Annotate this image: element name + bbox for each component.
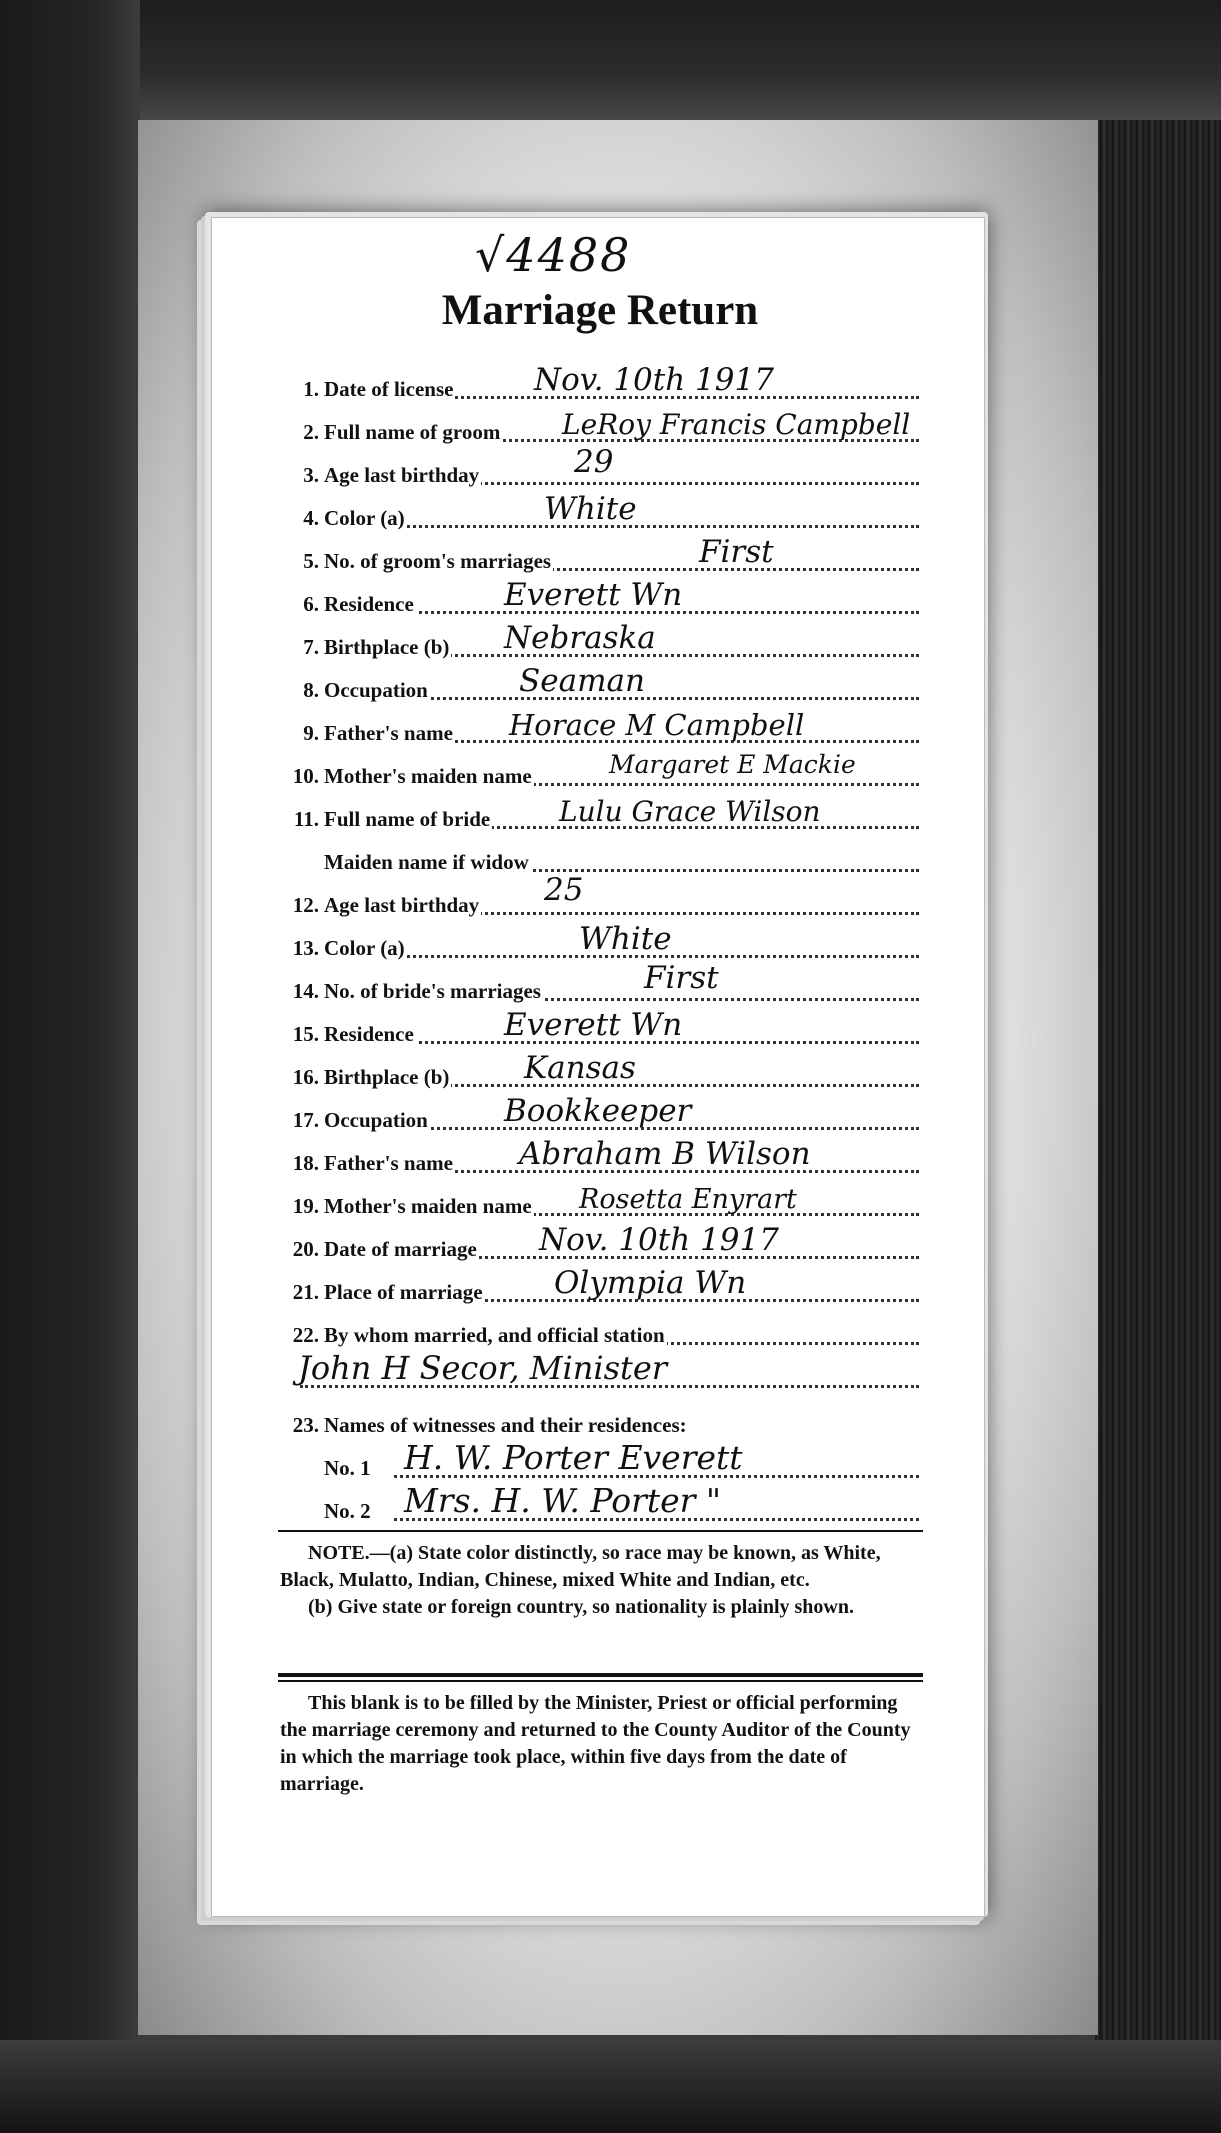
field-row xyxy=(292,1093,919,1133)
field-row xyxy=(292,1136,919,1176)
witness-label: No. 2 xyxy=(324,1499,371,1523)
field-label: Mother's maiden name xyxy=(324,764,532,788)
field-number: 10. xyxy=(292,764,319,788)
field-label: Date of license xyxy=(324,377,454,401)
field-value: First xyxy=(644,960,719,996)
field-row xyxy=(294,841,919,875)
instructions-block xyxy=(280,1690,925,1798)
field-label: Color (a) xyxy=(324,506,405,530)
field-row xyxy=(294,534,919,574)
field-number: 1. xyxy=(303,377,319,401)
field-value: Nebraska xyxy=(504,620,656,656)
scan-background-left xyxy=(0,0,140,2133)
field-row xyxy=(294,491,919,531)
field-number: 20. xyxy=(292,1237,319,1261)
witness-value: H. W. Porter Everett xyxy=(404,1438,743,1477)
field-number: 11. xyxy=(293,807,319,831)
field-row xyxy=(294,1314,919,1348)
witness-label: No. 1 xyxy=(324,1456,371,1480)
officiant-value: John H Secor, Minister xyxy=(298,1349,668,1387)
note-block xyxy=(280,1540,925,1621)
field-label: Age last birthday xyxy=(324,463,480,487)
field-label: No. of bride's marriages xyxy=(324,979,541,1003)
field-label: Place of marriage xyxy=(324,1280,483,1304)
field-number: 17. xyxy=(292,1108,319,1132)
field-value: Bookkeeper xyxy=(504,1093,692,1129)
field-row xyxy=(292,1050,919,1090)
field-row xyxy=(292,960,919,1004)
instructions-text: This blank is to be filled by the Minister, Priest or official performing the marriage ceremony and returned to the County Auditor of the County in which the marriage took place, within five days from the date of marriage. xyxy=(280,1692,911,1795)
field-label: Occupation xyxy=(324,678,428,702)
field-value: 25 xyxy=(544,872,584,908)
field-row xyxy=(294,444,919,488)
field-label: Father's name xyxy=(324,721,453,745)
divider xyxy=(278,1530,923,1532)
document-title: Marriage Return xyxy=(441,287,759,334)
field-label: Color (a) xyxy=(324,936,405,960)
field-value: Nov. 10th 1917 xyxy=(539,1222,779,1258)
scan-background-top xyxy=(0,0,1221,125)
witnesses-header-row xyxy=(294,1404,919,1438)
field-number: 16. xyxy=(292,1065,319,1089)
field-number: 14. xyxy=(292,979,319,1003)
field-label: Date of marriage xyxy=(324,1237,477,1261)
officiant-row xyxy=(294,1349,919,1391)
field-row xyxy=(293,795,919,832)
field-row xyxy=(294,708,919,746)
field-value: Kansas xyxy=(524,1050,636,1086)
field-row xyxy=(292,750,919,789)
field-number: 22. xyxy=(292,1323,319,1347)
field-row xyxy=(292,1222,919,1262)
witness-row xyxy=(324,1438,919,1481)
field-label: Age last birthday xyxy=(324,893,480,917)
field-row xyxy=(292,1007,919,1047)
field-value: Olympia Wn xyxy=(554,1265,747,1301)
field-label: Names of witnesses and their residences: xyxy=(324,1413,687,1437)
scan-background-bottom xyxy=(0,2040,1221,2133)
note-a: NOTE.—(a) State color distinctly, so race may be known, as White, Black, Mulatto, Indian, Chinese, mixed White and Indian, etc. xyxy=(280,1542,881,1591)
field-value: Lulu Grace Wilson xyxy=(559,795,821,828)
field-number: 2. xyxy=(303,420,319,444)
field-row xyxy=(292,872,919,918)
field-value: Seaman xyxy=(519,663,645,699)
field-number: 3. xyxy=(303,463,319,487)
field-label: By whom married, and official station xyxy=(324,1323,665,1347)
field-row xyxy=(294,362,919,402)
field-number: 5. xyxy=(303,549,319,573)
field-number: 19. xyxy=(292,1194,319,1218)
field-row xyxy=(294,577,919,617)
field-number: 6. xyxy=(303,592,319,616)
field-number: 7. xyxy=(303,635,319,659)
witness-value: Mrs. H. W. Porter " xyxy=(404,1481,722,1520)
field-number: 23. xyxy=(292,1413,319,1437)
field-row xyxy=(292,921,919,961)
field-value: Nov. 10th 1917 xyxy=(534,362,774,398)
field-number: 13. xyxy=(292,936,319,960)
field-label: Occupation xyxy=(324,1108,428,1132)
field-value: Everett Wn xyxy=(504,577,683,613)
field-label: Full name of bride xyxy=(324,807,491,831)
field-row xyxy=(294,408,919,445)
field-value: White xyxy=(544,491,637,527)
field-row xyxy=(294,620,919,660)
field-number: 4. xyxy=(303,506,319,530)
field-value: Horace M Campbell xyxy=(509,708,805,742)
divider xyxy=(278,1673,923,1677)
field-number: 12. xyxy=(292,893,319,917)
witness-row xyxy=(324,1481,919,1524)
field-label: Residence xyxy=(324,592,414,616)
field-row xyxy=(294,1185,919,1219)
scan-background-right xyxy=(1095,120,1221,2133)
field-value: White xyxy=(579,921,672,957)
note-b: (b) Give state or foreign country, so nationality is plainly shown. xyxy=(308,1596,854,1618)
field-label: Maiden name if widow xyxy=(324,850,529,874)
field-label: No. of groom's marriages xyxy=(324,549,552,573)
field-number: 18. xyxy=(292,1151,319,1175)
field-label: Birthplace (b) xyxy=(324,1065,450,1089)
field-number: 9. xyxy=(303,721,319,745)
field-row xyxy=(294,663,919,703)
field-value: Everett Wn xyxy=(504,1007,683,1043)
field-value: Margaret E Mackie xyxy=(609,750,856,779)
field-value: Abraham B Wilson xyxy=(519,1136,811,1172)
field-number: 8. xyxy=(303,678,319,702)
field-label: Residence xyxy=(324,1022,414,1046)
record-number: √4488 xyxy=(475,228,632,282)
divider xyxy=(278,1680,923,1682)
field-value: Rosetta Enyrart xyxy=(579,1184,797,1215)
field-value: First xyxy=(699,534,774,570)
field-value: 29 xyxy=(574,444,614,480)
field-label: Full name of groom xyxy=(324,420,501,444)
field-number: 15. xyxy=(292,1022,319,1046)
field-label: Mother's maiden name xyxy=(324,1194,532,1218)
field-label: Birthplace (b) xyxy=(324,635,450,659)
field-value: LeRoy Francis Campbell xyxy=(562,408,911,441)
field-number: 21. xyxy=(292,1280,319,1304)
field-row xyxy=(292,1265,919,1305)
field-label: Father's name xyxy=(324,1151,453,1175)
